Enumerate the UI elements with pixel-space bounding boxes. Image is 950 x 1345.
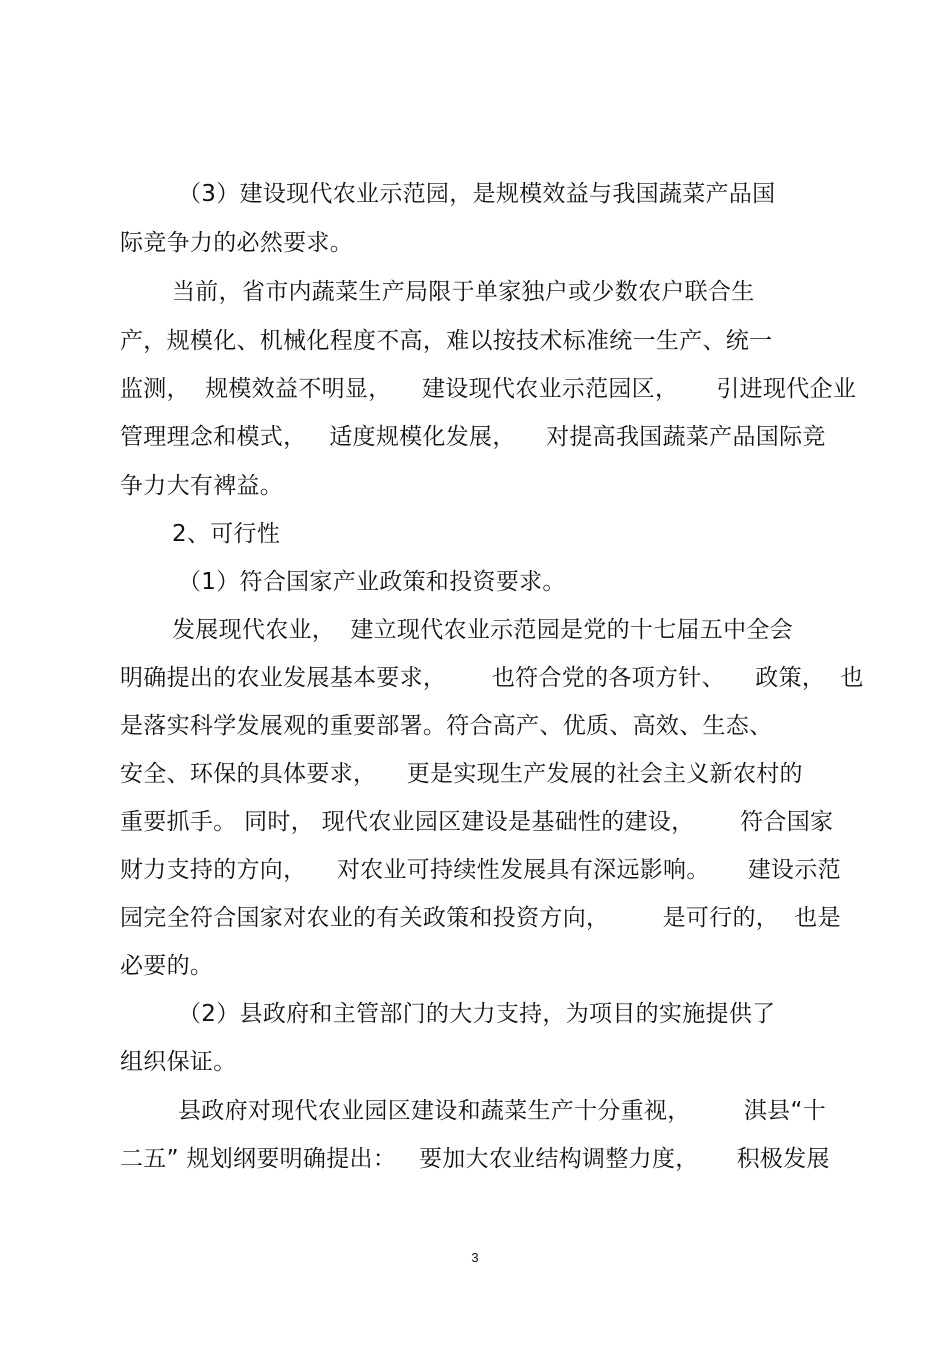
text-line: 产，规模化、机械化程度不高，难以按技术标准统一生产、统一	[120, 328, 773, 354]
text-line: 发展现代农业， 建立现代农业示范园是党的十七届五中全会	[172, 617, 794, 643]
text-line: 际竞争力的必然要求。	[120, 230, 353, 256]
text-line: 是落实科学发展观的重要部署。符合高产、优质、高效、生态、	[120, 713, 773, 739]
text-line: 县政府对现代农业园区建设和蔬菜生产十分重视， 淇县“十	[178, 1098, 826, 1124]
page-number: 3	[471, 1250, 479, 1265]
text-line: 争力大有裨益。	[120, 473, 284, 499]
text-line: 组织保证。	[120, 1049, 237, 1075]
text-line: 监测， 规模效益不明显， 建设现代农业示范园区， 引进现代企业	[120, 376, 857, 402]
text-line: 财力支持的方向， 对农业可持续性发展具有深远影响。 建设示范	[120, 857, 841, 883]
text-line: 园完全符合国家对农业的有关政策和投资方向， 是可行的， 也是	[120, 905, 841, 931]
section-heading: 2、可行性	[172, 521, 281, 547]
text-line: 明确提出的农业发展基本要求， 也符合党的各项方针、 政策， 也	[120, 665, 864, 691]
text-line: 重要抓手。 同时， 现代农业园区建设是基础性的建设， 符合国家	[120, 809, 834, 835]
subsection-heading: （2）县政府和主管部门的大力支持，为项目的实施提供了	[178, 1001, 776, 1027]
text-line: 必要的。	[120, 953, 214, 979]
text-line: 安全、环保的具体要求， 更是实现生产发展的社会主义新农村的	[120, 761, 803, 787]
text-line: 管理理念和模式， 适度规模化发展， 对提高我国蔬菜产品国际竞	[120, 424, 826, 450]
text-line: （3）建设现代农业示范园，是规模效益与我国蔬菜产品国	[178, 181, 776, 207]
subsection-heading: （1）符合国家产业政策和投资要求。	[178, 569, 566, 595]
text-line: 当前，省市内蔬菜生产局限于单家独户或少数农户联合生	[172, 279, 755, 305]
text-line: 二五” 规划纲要明确提出： 要加大农业结构调整力度， 积极发展	[120, 1146, 830, 1172]
